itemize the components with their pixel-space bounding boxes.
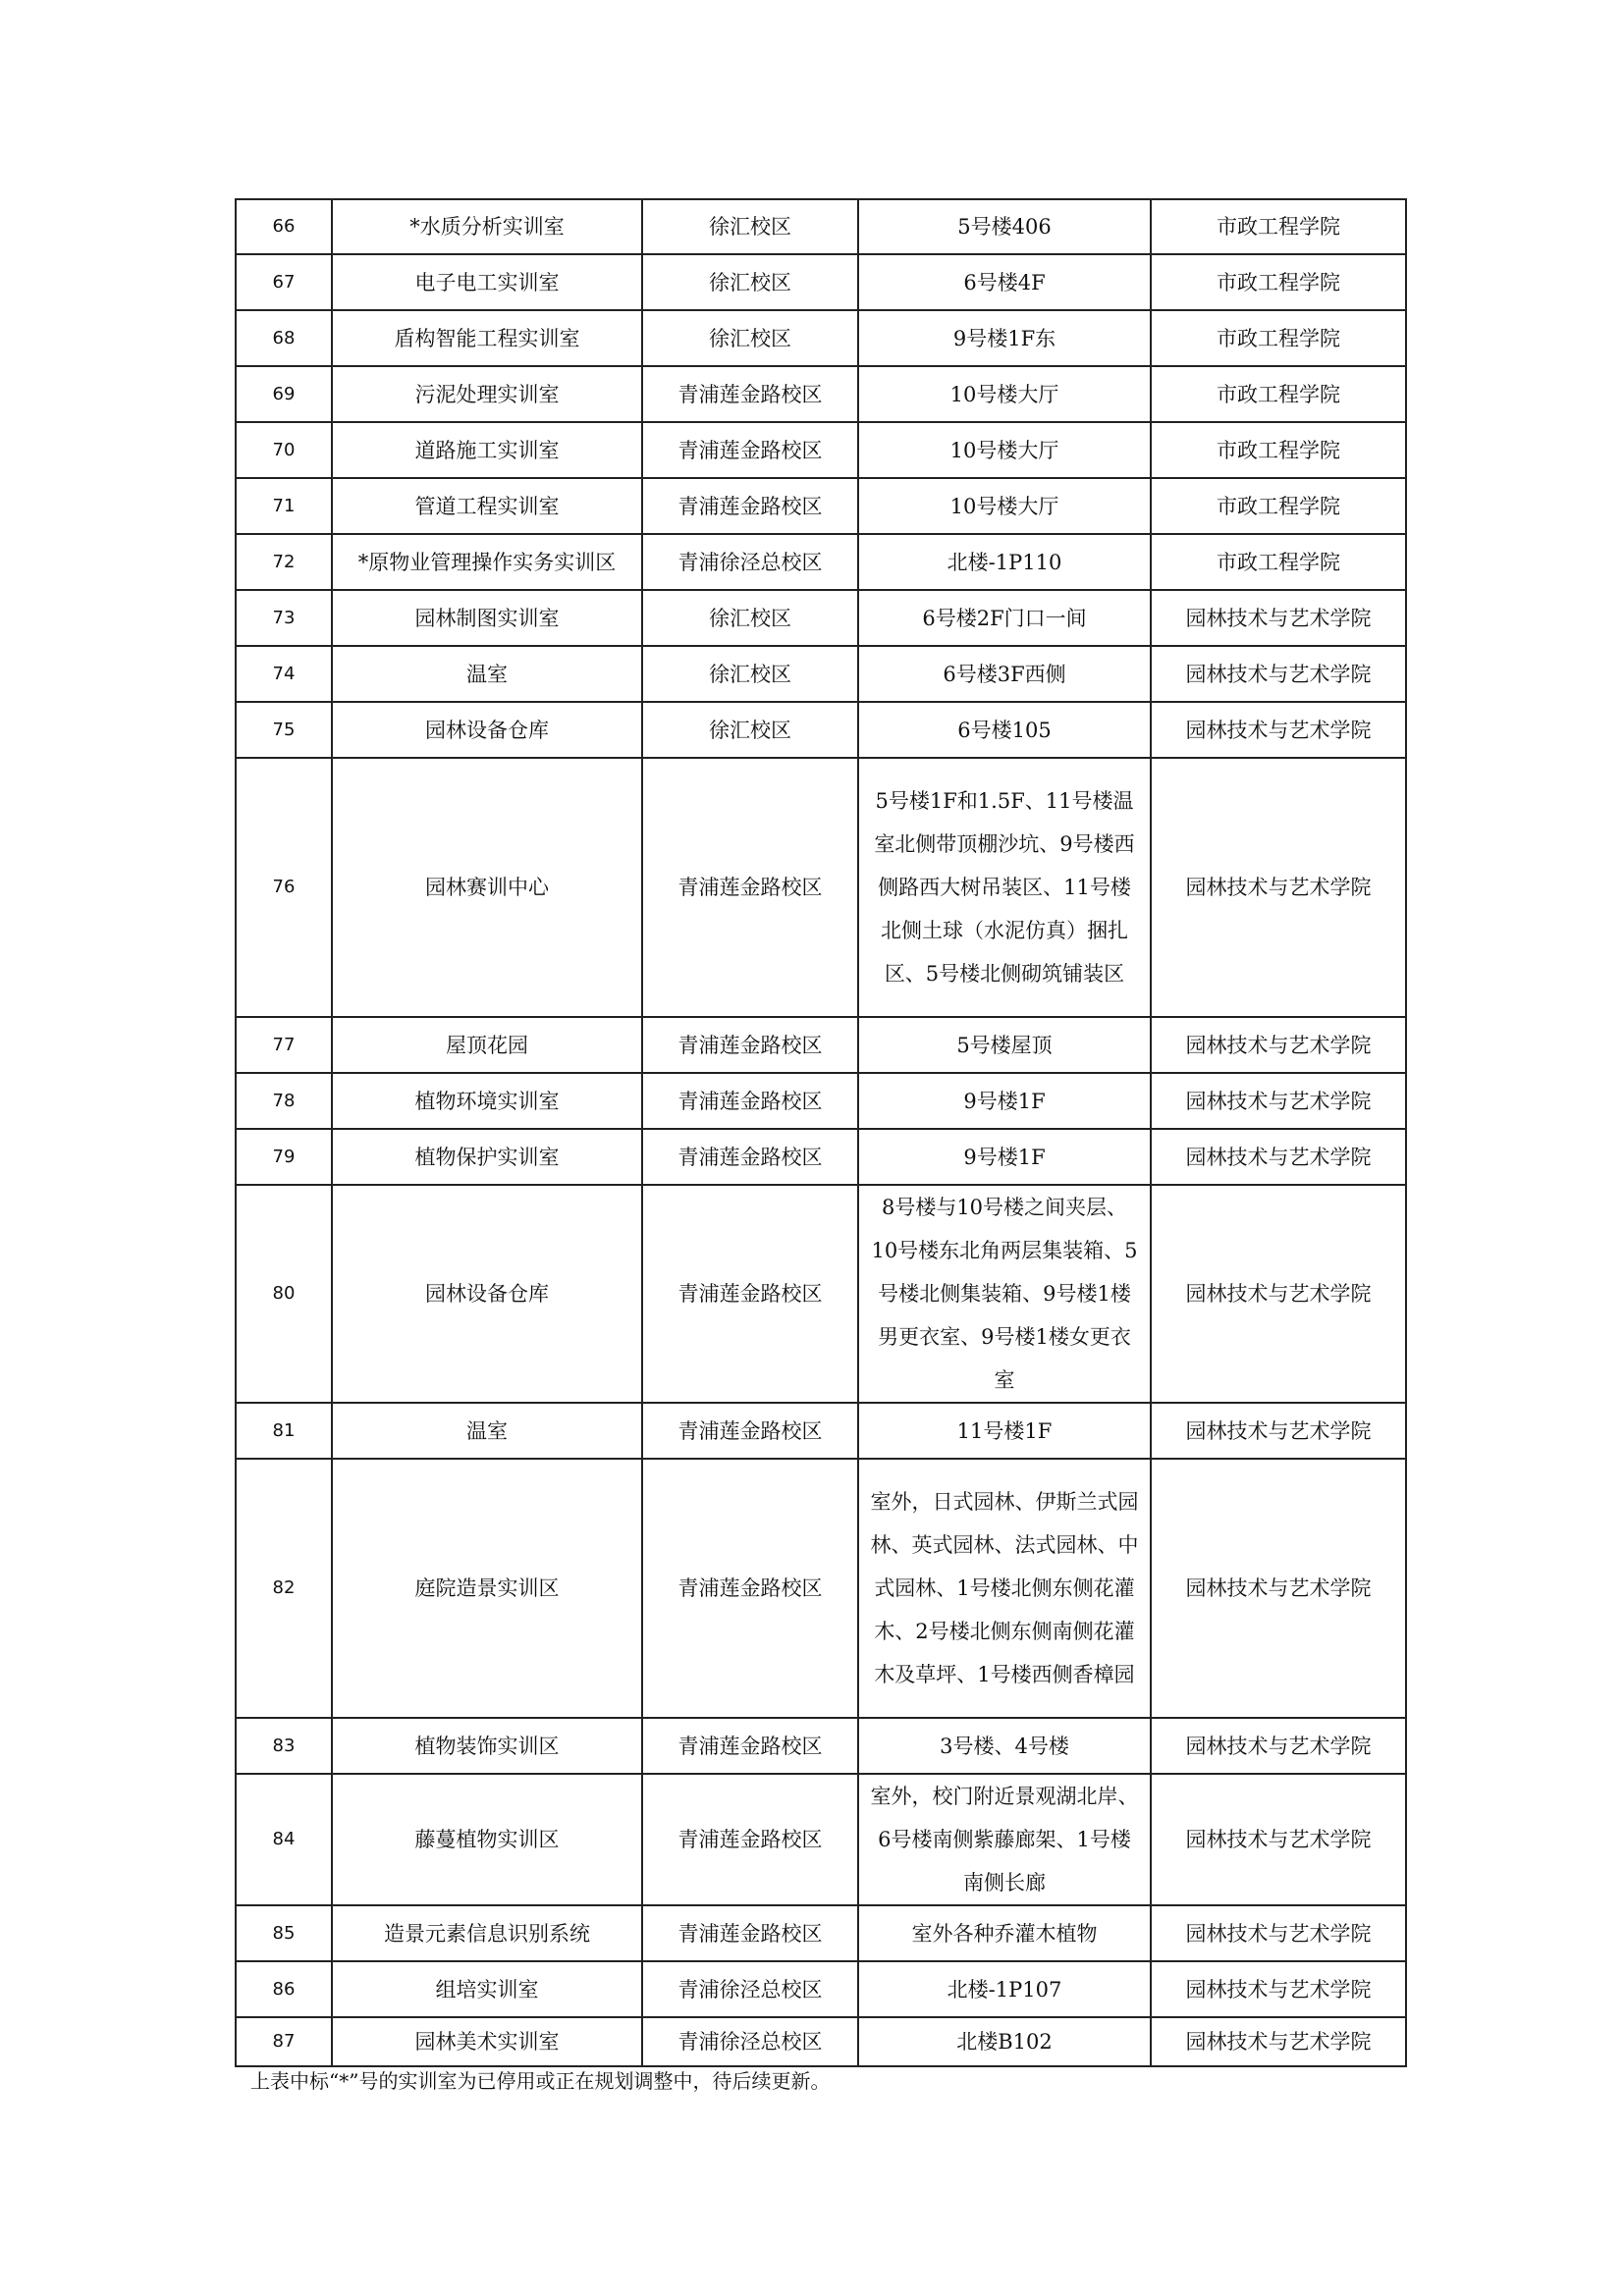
table-row: [236, 2017, 1406, 2066]
location-cell: 10号楼大厅: [858, 478, 1151, 534]
table-row: [236, 366, 1406, 422]
row-number-cell: 86: [236, 1961, 332, 2017]
campus-cell: 青浦莲金路校区: [642, 1403, 858, 1459]
lab-name-cell: 盾构智能工程实训室: [332, 310, 642, 366]
row-number-cell: 71: [236, 478, 332, 534]
campus-cell: 青浦莲金路校区: [642, 1905, 858, 1961]
table-row: [236, 590, 1406, 646]
college-cell: 市政工程学院: [1151, 366, 1406, 422]
campus-cell: 青浦莲金路校区: [642, 1185, 858, 1403]
college-cell: 市政工程学院: [1151, 534, 1406, 590]
location-cell: 9号楼1F: [858, 1073, 1151, 1129]
table-row: [236, 646, 1406, 702]
table-row: [236, 1073, 1406, 1129]
lab-name-cell: 温室: [332, 1403, 642, 1459]
row-number-cell: 83: [236, 1718, 332, 1774]
college-cell: 园林技术与艺术学院: [1151, 1905, 1406, 1961]
lab-name-cell: 园林美术实训室: [332, 2017, 642, 2066]
campus-cell: 青浦莲金路校区: [642, 1129, 858, 1185]
lab-name-cell: 造景元素信息识别系统: [332, 1905, 642, 1961]
row-number-cell: 73: [236, 590, 332, 646]
row-number-cell: 78: [236, 1073, 332, 1129]
college-cell: 市政工程学院: [1151, 422, 1406, 478]
table-row: [236, 702, 1406, 758]
table-row: [236, 1403, 1406, 1459]
location-cell: 室外，日式园林、伊斯兰式园林、英式园林、法式园林、中式园林、1号楼北侧东侧花灌木、2号楼北侧东侧南侧花灌木及草坪、1号楼西侧香樟园: [858, 1459, 1151, 1718]
college-cell: 市政工程学院: [1151, 254, 1406, 310]
lab-table: [235, 198, 1407, 2067]
row-number-cell: 70: [236, 422, 332, 478]
table-row: [236, 1185, 1406, 1403]
campus-cell: 青浦莲金路校区: [642, 1017, 858, 1073]
table-row: [236, 478, 1406, 534]
location-cell: 5号楼1F和1.5F、11号楼温室北侧带顶棚沙坑、9号楼西侧路西大树吊装区、11号楼北侧土球（水泥仿真）捆扎区、5号楼北侧砌筑铺装区: [858, 758, 1151, 1017]
lab-name-cell: 园林赛训中心: [332, 758, 642, 1017]
lab-name-cell: 污泥处理实训室: [332, 366, 642, 422]
table-row: [236, 310, 1406, 366]
location-cell: 9号楼1F东: [858, 310, 1151, 366]
campus-cell: 徐汇校区: [642, 310, 858, 366]
table-row: [236, 1774, 1406, 1905]
college-cell: 园林技术与艺术学院: [1151, 2017, 1406, 2066]
college-cell: 园林技术与艺术学院: [1151, 1185, 1406, 1403]
college-cell: 园林技术与艺术学院: [1151, 702, 1406, 758]
college-cell: 园林技术与艺术学院: [1151, 1129, 1406, 1185]
college-cell: 园林技术与艺术学院: [1151, 1017, 1406, 1073]
college-cell: 园林技术与艺术学院: [1151, 590, 1406, 646]
table-row: [236, 1961, 1406, 2017]
campus-cell: 徐汇校区: [642, 199, 858, 254]
row-number-cell: 80: [236, 1185, 332, 1403]
college-cell: 园林技术与艺术学院: [1151, 1459, 1406, 1718]
table-row: [236, 1129, 1406, 1185]
college-cell: 市政工程学院: [1151, 199, 1406, 254]
campus-cell: 青浦莲金路校区: [642, 1073, 858, 1129]
table-row: [236, 1718, 1406, 1774]
footnote: 上表中标“*”号的实训室为已停用或正在规划调整中，待后续更新。: [250, 2069, 831, 2093]
lab-name-cell: 植物装饰实训区: [332, 1718, 642, 1774]
college-cell: 园林技术与艺术学院: [1151, 1073, 1406, 1129]
table-row: [236, 1017, 1406, 1073]
campus-cell: 徐汇校区: [642, 254, 858, 310]
college-cell: 园林技术与艺术学院: [1151, 1774, 1406, 1905]
location-cell: 室外，校门附近景观湖北岸、6号楼南侧紫藤廊架、1号楼南侧长廊: [858, 1774, 1151, 1905]
location-cell: 北楼-1P110: [858, 534, 1151, 590]
row-number-cell: 76: [236, 758, 332, 1017]
campus-cell: 青浦莲金路校区: [642, 366, 858, 422]
lab-name-cell: 园林制图实训室: [332, 590, 642, 646]
location-cell: 6号楼3F西侧: [858, 646, 1151, 702]
location-cell: 10号楼大厅: [858, 422, 1151, 478]
location-cell: 6号楼105: [858, 702, 1151, 758]
lab-table-body: [236, 199, 1406, 2066]
location-cell: 9号楼1F: [858, 1129, 1151, 1185]
college-cell: 园林技术与艺术学院: [1151, 646, 1406, 702]
row-number-cell: 66: [236, 199, 332, 254]
college-cell: 园林技术与艺术学院: [1151, 758, 1406, 1017]
row-number-cell: 87: [236, 2017, 332, 2066]
table-row: [236, 534, 1406, 590]
campus-cell: 青浦莲金路校区: [642, 1774, 858, 1905]
location-cell: 6号楼2F门口一间: [858, 590, 1151, 646]
table-row: [236, 1459, 1406, 1718]
lab-name-cell: *水质分析实训室: [332, 199, 642, 254]
lab-name-cell: 管道工程实训室: [332, 478, 642, 534]
college-cell: 园林技术与艺术学院: [1151, 1961, 1406, 2017]
row-number-cell: 85: [236, 1905, 332, 1961]
row-number-cell: 79: [236, 1129, 332, 1185]
campus-cell: 青浦莲金路校区: [642, 478, 858, 534]
campus-cell: 青浦莲金路校区: [642, 422, 858, 478]
location-cell: 8号楼与10号楼之间夹层、10号楼东北角两层集装箱、5号楼北侧集装箱、9号楼1楼男更衣室、9号楼1楼女更衣室: [858, 1185, 1151, 1403]
row-number-cell: 84: [236, 1774, 332, 1905]
table-row: [236, 758, 1406, 1017]
row-number-cell: 72: [236, 534, 332, 590]
row-number-cell: 81: [236, 1403, 332, 1459]
campus-cell: 青浦莲金路校区: [642, 1459, 858, 1718]
campus-cell: 青浦徐泾总校区: [642, 534, 858, 590]
location-cell: 北楼-1P107: [858, 1961, 1151, 2017]
location-cell: 5号楼406: [858, 199, 1151, 254]
row-number-cell: 68: [236, 310, 332, 366]
lab-name-cell: 组培实训室: [332, 1961, 642, 2017]
campus-cell: 青浦徐泾总校区: [642, 2017, 858, 2066]
lab-name-cell: 藤蔓植物实训区: [332, 1774, 642, 1905]
lab-name-cell: 屋顶花园: [332, 1017, 642, 1073]
lab-name-cell: 道路施工实训室: [332, 422, 642, 478]
campus-cell: 青浦莲金路校区: [642, 1718, 858, 1774]
table-row: [236, 422, 1406, 478]
row-number-cell: 74: [236, 646, 332, 702]
table-row: [236, 1905, 1406, 1961]
location-cell: 北楼B102: [858, 2017, 1151, 2066]
campus-cell: 徐汇校区: [642, 646, 858, 702]
table-row: [236, 254, 1406, 310]
location-cell: 3号楼、4号楼: [858, 1718, 1151, 1774]
campus-cell: 青浦徐泾总校区: [642, 1961, 858, 2017]
location-cell: 5号楼屋顶: [858, 1017, 1151, 1073]
table-row: [236, 199, 1406, 254]
college-cell: 园林技术与艺术学院: [1151, 1718, 1406, 1774]
campus-cell: 徐汇校区: [642, 590, 858, 646]
row-number-cell: 77: [236, 1017, 332, 1073]
location-cell: 10号楼大厅: [858, 366, 1151, 422]
location-cell: 11号楼1F: [858, 1403, 1151, 1459]
campus-cell: 徐汇校区: [642, 702, 858, 758]
lab-name-cell: 电子电工实训室: [332, 254, 642, 310]
row-number-cell: 69: [236, 366, 332, 422]
row-number-cell: 75: [236, 702, 332, 758]
lab-name-cell: *原物业管理操作实务实训区: [332, 534, 642, 590]
lab-name-cell: 庭院造景实训区: [332, 1459, 642, 1718]
row-number-cell: 67: [236, 254, 332, 310]
lab-name-cell: 植物保护实训室: [332, 1129, 642, 1185]
lab-name-cell: 园林设备仓库: [332, 1185, 642, 1403]
campus-cell: 青浦莲金路校区: [642, 758, 858, 1017]
lab-name-cell: 植物环境实训室: [332, 1073, 642, 1129]
lab-name-cell: 园林设备仓库: [332, 702, 642, 758]
lab-name-cell: 温室: [332, 646, 642, 702]
location-cell: 室外各种乔灌木植物: [858, 1905, 1151, 1961]
college-cell: 市政工程学院: [1151, 478, 1406, 534]
location-cell: 6号楼4F: [858, 254, 1151, 310]
college-cell: 市政工程学院: [1151, 310, 1406, 366]
row-number-cell: 82: [236, 1459, 332, 1718]
college-cell: 园林技术与艺术学院: [1151, 1403, 1406, 1459]
